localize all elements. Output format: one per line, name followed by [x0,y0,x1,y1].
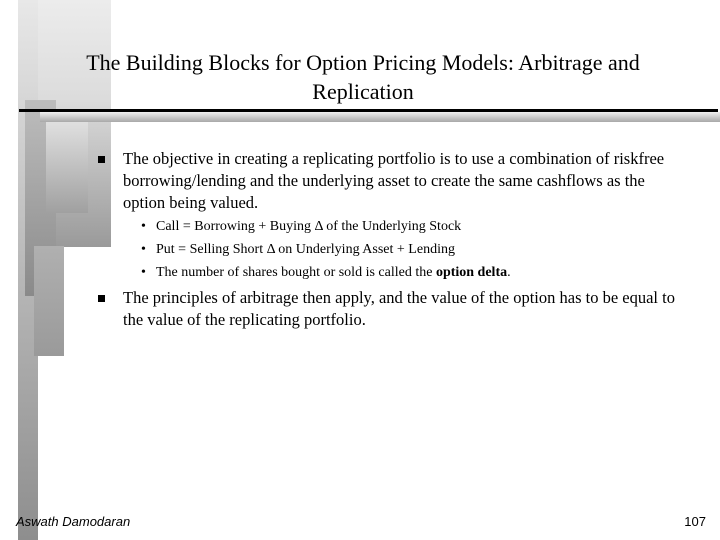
footer-author: Aswath Damodaran [16,514,131,529]
sub-bullet-item [141,239,455,261]
term-option-delta: option delta [435,265,508,280]
dot-bullet-icon: • [141,265,146,280]
sub-bullet-text-plain: The number of shares bought or sold is called the [156,265,436,280]
bullet-text: The objective in creating a replicating portfolio is to use a combination of riskfree borrowing/lending and the underlying asset to create the same cashflows as the option being valued. [123,149,665,212]
square-bullet-icon [98,156,105,163]
slide-title: The Building Blocks for Option Pricing Models: Arbitrage and Replication [86,50,640,104]
sub-bullet-item [141,262,511,284]
square-bullet-icon [98,295,105,302]
decorative-block [34,246,64,356]
bullet-item [98,287,678,331]
page-number: 107 [684,514,706,529]
sub-bullet-text-end: . [507,265,511,280]
dot-bullet-icon: • [141,219,146,234]
sub-bullet-text [156,265,511,280]
bullet-text: The principles of arbitrage then apply, and the value of the option has to be equal to the value of the replicating portfolio. [123,288,675,329]
dot-bullet-icon: • [141,242,146,257]
sub-bullet-text: Put = Selling Short Δ on Underlying Asset + Lending [156,242,455,257]
decorative-block [46,113,88,213]
bullet-item [98,148,678,214]
sub-bullet-item [141,216,461,238]
decorative-horizontal-bar [40,112,720,122]
sub-bullet-text: Call = Borrowing + Buying Δ of the Underlying Stock [156,219,462,234]
